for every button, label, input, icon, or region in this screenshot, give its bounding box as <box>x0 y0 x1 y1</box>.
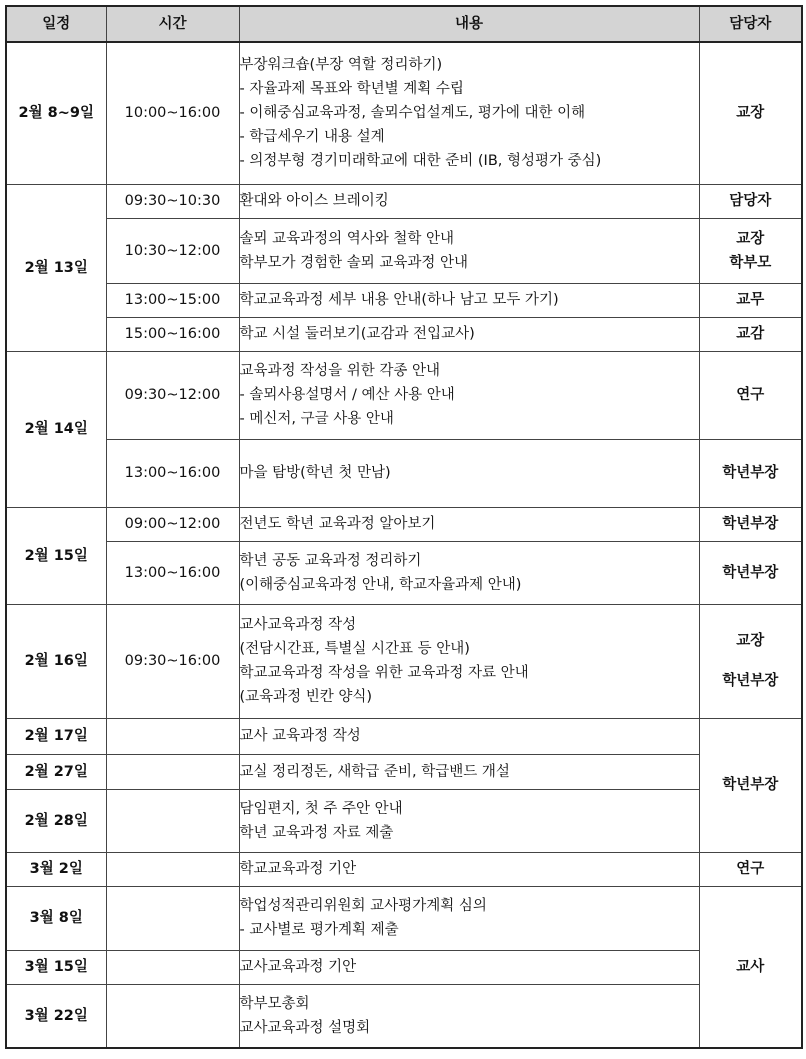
content-line: - 이해중심교육과정, 솔뫼수업설계도, 평가에 대한 이해 <box>239 105 586 122</box>
content-line: 학교교육과정 작성을 위한 교육과정 자료 안내 <box>239 665 529 681</box>
date-cell: 2월 16일 <box>6 604 106 718</box>
owner-line: 학년부장 <box>722 516 779 532</box>
time-cell <box>106 718 239 754</box>
content-line: 환대와 아이스 브레이킹 <box>239 193 389 209</box>
owner-line: 학년부장 <box>722 673 779 689</box>
owner-cell <box>699 604 802 718</box>
content-cell <box>239 351 699 439</box>
content-line: - 학급세우기 내용 설계 <box>239 129 385 146</box>
table-row <box>6 984 802 1048</box>
content-cell <box>239 754 699 789</box>
owner-line: 학부모 <box>729 254 772 271</box>
date-cell: 3월 2일 <box>6 852 106 886</box>
content-line: - 솔뫼사용설명서 / 예산 사용 안내 <box>239 387 455 403</box>
content-line: - 자율과제 목표와 학년별 계획 수립 <box>239 81 464 98</box>
table-row <box>6 718 802 754</box>
content-cell <box>239 439 699 507</box>
content-line: 학년 공동 교육과정 정리하기 <box>239 552 422 569</box>
content-line: 학교 시설 둘러보기(교감과 전입교사) <box>239 326 475 342</box>
date-cell: 2월 17일 <box>6 718 106 754</box>
content-line: 마을 탐방(학년 첫 만남) <box>239 465 391 481</box>
content-line: 학업성적관리위원회 교사평가계획 심의 <box>239 898 487 914</box>
header-time: 시간 <box>106 6 239 42</box>
table-row <box>6 283 802 317</box>
content-cell <box>239 317 699 351</box>
table-row <box>6 789 802 852</box>
date-cell: 2월 27일 <box>6 754 106 789</box>
owner-cell <box>699 283 802 317</box>
owner-cell <box>699 184 802 218</box>
date-cell: 3월 8일 <box>6 886 106 950</box>
owner-cell <box>699 317 802 351</box>
date-cell: 2월 13일 <box>6 184 106 351</box>
content-cell <box>239 718 699 754</box>
content-line: 전년도 학년 교육과정 알아보기 <box>239 516 436 532</box>
content-line: 학년 교육과정 자료 제출 <box>239 824 394 841</box>
table-row <box>6 351 802 439</box>
owner-line: 학년부장 <box>722 564 779 581</box>
date-cell: 3월 22일 <box>6 984 106 1048</box>
table-row <box>6 604 802 718</box>
time-cell: 10:00~16:00 <box>106 42 239 184</box>
time-cell <box>106 852 239 886</box>
content-cell <box>239 886 699 950</box>
time-cell: 09:30~12:00 <box>106 351 239 439</box>
time-cell: 09:30~10:30 <box>106 184 239 218</box>
schedule-table <box>5 5 803 1049</box>
owner-line: 교장 <box>736 230 765 247</box>
content-line: 담임편지, 첫 주 주안 안내 <box>239 800 403 817</box>
table-row <box>6 42 802 184</box>
owner-cell <box>699 507 802 541</box>
date-cell: 3월 15일 <box>6 950 106 984</box>
date-cell: 2월 8~9일 <box>6 42 106 184</box>
header-content: 내용 <box>239 6 699 42</box>
date-cell: 2월 28일 <box>6 789 106 852</box>
table-row <box>6 541 802 604</box>
owner-line: 학년부장 <box>722 465 779 481</box>
owner-line: 교감 <box>736 326 765 342</box>
owner-line: 담당자 <box>729 193 772 209</box>
content-line: 교사교육과정 설명회 <box>239 1019 371 1036</box>
content-line: 학부모가 경험한 솔뫼 교육과정 안내 <box>239 254 469 271</box>
owner-cell <box>699 42 802 184</box>
time-cell: 13:00~16:00 <box>106 439 239 507</box>
content-line: - 교사별로 평가계획 제출 <box>239 922 399 938</box>
header-owner: 담당자 <box>699 6 802 42</box>
content-cell <box>239 218 699 283</box>
owner-line: 교장 <box>736 633 765 649</box>
content-cell <box>239 950 699 984</box>
time-cell <box>106 789 239 852</box>
table-row <box>6 852 802 886</box>
content-cell <box>239 604 699 718</box>
time-cell: 10:30~12:00 <box>106 218 239 283</box>
content-line: (전담시간표, 특별실 시간표 등 안내) <box>239 641 470 657</box>
content-line: 교사교육과정 기안 <box>239 959 357 975</box>
content-cell <box>239 507 699 541</box>
table-row <box>6 950 802 984</box>
content-cell <box>239 984 699 1048</box>
time-cell: 09:00~12:00 <box>106 507 239 541</box>
table-row <box>6 317 802 351</box>
owner-cell <box>699 351 802 439</box>
table-row <box>6 507 802 541</box>
content-line: 솔뫼 교육과정의 역사와 철학 안내 <box>239 230 455 247</box>
time-cell <box>106 754 239 789</box>
content-cell <box>239 541 699 604</box>
content-line: 교실 정리정돈, 새학급 준비, 학급밴드 개설 <box>239 763 510 780</box>
owner-cell <box>699 439 802 507</box>
owner-line: 교장 <box>736 105 765 122</box>
owner-line: 연구 <box>736 387 765 403</box>
table-row <box>6 754 802 789</box>
content-line: 교사 교육과정 작성 <box>239 728 361 744</box>
owner-cell <box>699 852 802 886</box>
content-line: 학부모총회 <box>239 995 310 1012</box>
time-cell: 13:00~15:00 <box>106 283 239 317</box>
owner-cell <box>699 541 802 604</box>
table-row <box>6 218 802 283</box>
content-cell <box>239 42 699 184</box>
time-cell <box>106 886 239 950</box>
content-line: - 의정부형 경기미래학교에 대한 준비 (IB, 형성평가 중심) <box>239 153 602 170</box>
content-line: 교사교육과정 작성 <box>239 617 357 633</box>
owner-cell <box>699 886 802 1048</box>
owner-line: 교무 <box>736 292 765 308</box>
content-cell <box>239 852 699 886</box>
time-cell: 15:00~16:00 <box>106 317 239 351</box>
header-row <box>6 6 802 42</box>
content-cell <box>239 283 699 317</box>
content-cell <box>239 184 699 218</box>
owner-line: 교사 <box>736 958 765 975</box>
time-cell <box>106 950 239 984</box>
header-date: 일정 <box>6 6 106 42</box>
content-line: 학교교육과정 기안 <box>239 861 357 877</box>
date-cell: 2월 14일 <box>6 351 106 507</box>
owner-cell <box>699 718 802 852</box>
table-row <box>6 886 802 950</box>
owner-line: 학년부장 <box>722 777 779 793</box>
date-cell: 2월 15일 <box>6 507 106 604</box>
content-line: (이해중심교육과정 안내, 학교자율과제 안내) <box>239 576 522 593</box>
content-line: 부장워크숍(부장 역할 정리하기) <box>239 57 443 74</box>
content-line: - 메신저, 구글 사용 안내 <box>239 411 394 427</box>
content-line: (교육과정 빈칸 양식) <box>239 689 373 705</box>
owner-cell <box>699 218 802 283</box>
content-cell <box>239 789 699 852</box>
owner-line: 연구 <box>736 861 765 877</box>
table-row <box>6 184 802 218</box>
table-row <box>6 439 802 507</box>
time-cell: 09:30~16:00 <box>106 604 239 718</box>
time-cell: 13:00~16:00 <box>106 541 239 604</box>
content-line: 교육과정 작성을 위한 각종 안내 <box>239 363 441 379</box>
content-line: 학교교육과정 세부 내용 안내(하나 남고 모두 가기) <box>239 292 559 308</box>
time-cell <box>106 984 239 1048</box>
